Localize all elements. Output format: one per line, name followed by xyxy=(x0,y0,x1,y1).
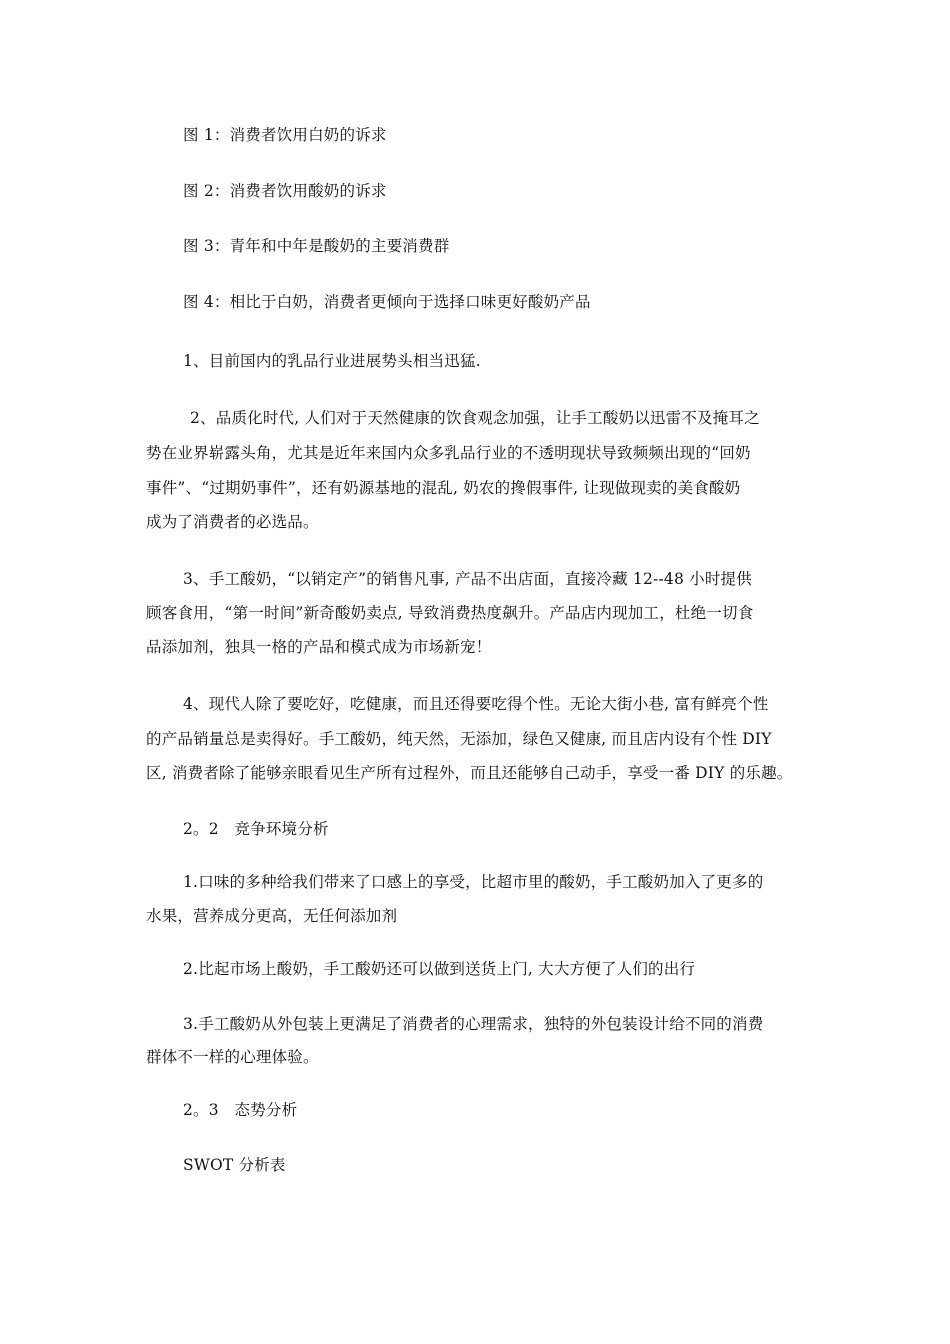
market-point-2-line-2: 势在业界崭露头角，尤其是近年来国内众多乳品行业的不透明现状导致频频出现的“回奶 xyxy=(146,444,751,462)
market-point-4-line-3: 区, 消费者除了能够亲眼看见生产所有过程外，而且还能够自己动手，享受一番 DIY 的乐趣。 xyxy=(146,764,793,782)
competition-point-3-line-2: 群体不一样的心理体验。 xyxy=(146,1048,319,1066)
swot-table-title: SWOT 分析表 xyxy=(183,1156,286,1174)
market-point-2-line-3: 事件”、“过期奶事件”，还有奶源基地的混乱, 奶农的搀假事件, 让现做现卖的美食酸奶 xyxy=(146,479,741,497)
figure-caption-1: 图 1：消费者饮用白奶的诉求 xyxy=(183,126,387,144)
market-point-2-line-1: 2、品质化时代, 人们对于天然健康的饮食观念加强，让手工酸奶以迅雷不及掩耳之 xyxy=(190,409,760,427)
market-point-3-line-2: 顾客食用，“第一时间”新奇酸奶卖点, 导致消费热度飙升。产品店内现加工，杜绝一切食 xyxy=(146,604,754,622)
market-point-4-line-1: 4、现代人除了要吃好，吃健康，而且还得要吃得个性。无论大街小巷, 富有鲜亮个性 xyxy=(183,695,769,713)
market-point-3-line-3: 品添加剂，独具一格的产品和模式成为市场新宠！ xyxy=(146,638,492,656)
competition-point-1-line-2: 水果，营养成分更高，无任何添加剂 xyxy=(146,907,398,925)
competition-point-1-line-1: 1.口味的多种给我们带来了口感上的享受，比超市里的酸奶，手工酸奶加入了更多的 xyxy=(183,873,764,891)
section-heading-situation: 2。3 态势分析 xyxy=(183,1101,298,1119)
figure-caption-3: 图 3：青年和中年是酸奶的主要消费群 xyxy=(183,237,450,255)
competition-point-3-line-1: 3.手工酸奶从外包装上更满足了消费者的心理需求，独特的外包装设计给不同的消费 xyxy=(183,1015,764,1033)
figure-caption-2: 图 2：消费者饮用酸奶的诉求 xyxy=(183,182,387,200)
market-point-4-line-2: 的产品销量总是卖得好。手工酸奶，纯天然，无添加，绿色又健康, 而且店内设有个性 DIY xyxy=(146,730,772,748)
section-heading-competition: 2。2 竞争环境分析 xyxy=(183,820,329,838)
competition-point-2: 2.比起市场上酸奶，手工酸奶还可以做到送货上门, 大大方便了人们的出行 xyxy=(183,960,696,978)
figure-caption-4: 图 4：相比于白奶，消费者更倾向于选择口味更好酸奶产品 xyxy=(183,293,591,311)
market-point-3-line-1: 3、手工酸奶，“以销定产”的销售凡事, 产品不出店面，直接冷藏 12--48 小时提供 xyxy=(183,570,752,588)
market-point-2-line-4: 成为了消费者的必选品。 xyxy=(146,513,319,531)
market-point-1: 1、目前国内的乳品行业进展势头相当迅猛. xyxy=(183,352,481,370)
